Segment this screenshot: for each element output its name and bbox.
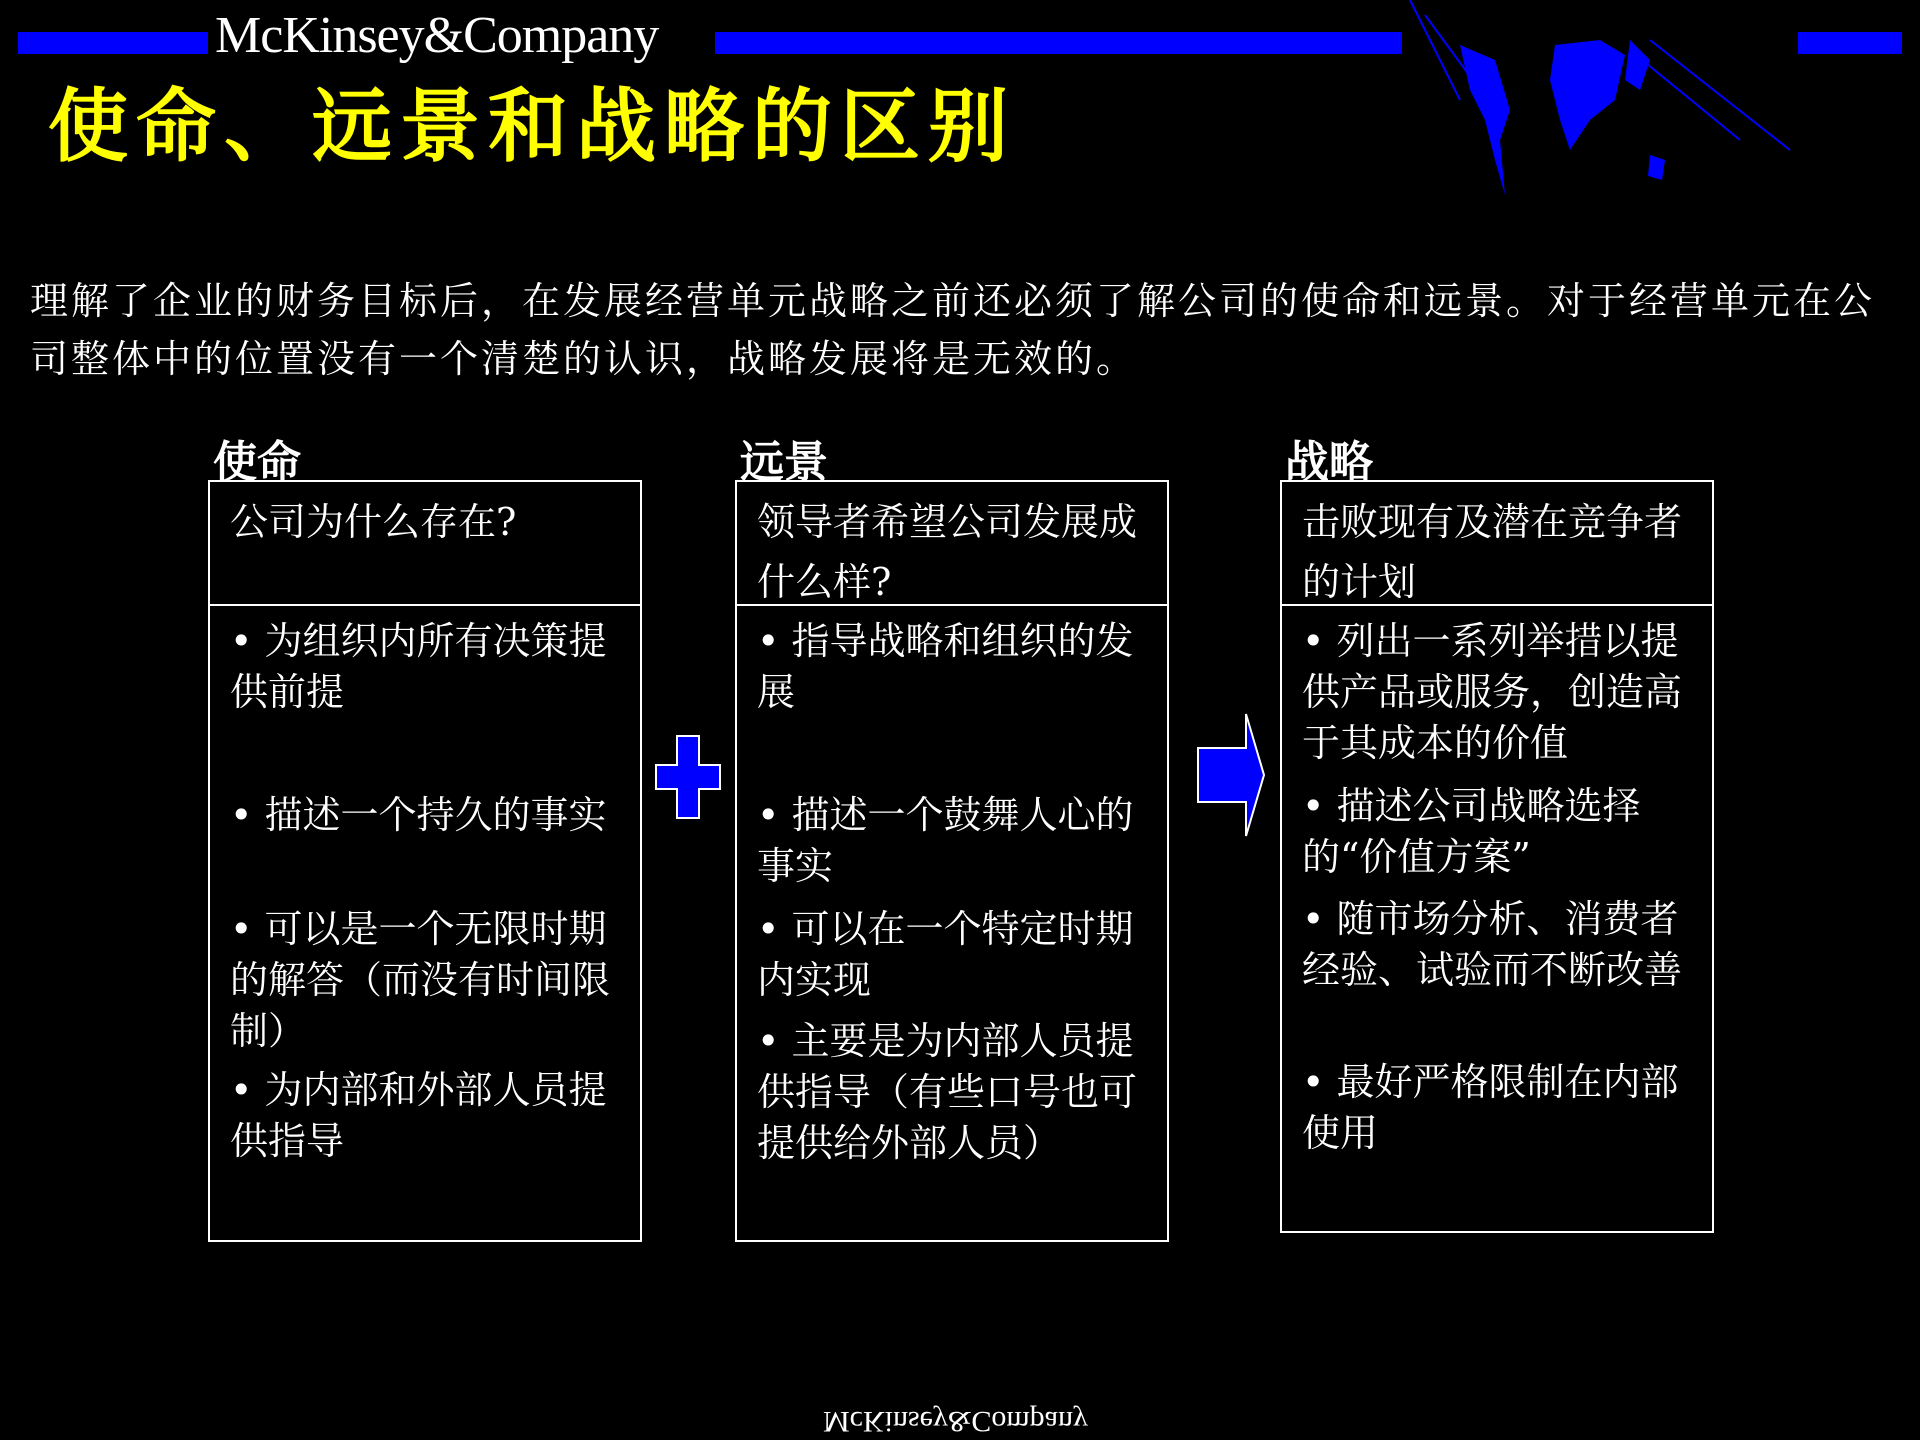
- list-item: • 描述一个持久的事实: [230, 793, 607, 837]
- strategy-box: [1280, 480, 1714, 1233]
- mission-box: [208, 480, 642, 1242]
- list-item: • 指导战略和组织的发展: [757, 619, 1134, 714]
- world-map-icon: [1400, 0, 1820, 210]
- footer-logo: McKinsey&Company: [823, 1405, 1088, 1438]
- arrow-right-icon: [1196, 712, 1266, 838]
- heading-vision: 远景: [740, 437, 828, 488]
- mission-question: 公司为什么存在?: [210, 482, 640, 606]
- strategy-question: 击败现有及潜在竞争者的计划: [1282, 482, 1712, 606]
- vision-box: [735, 480, 1169, 1242]
- list-item: • 为组织内所有决策提供前提: [230, 619, 607, 714]
- list-item: • 可以在一个特定时期内实现: [757, 907, 1134, 1002]
- intro-paragraph: 理解了企业的财务目标后，在发展经营单元战略之前还必须了解公司的使命和远景。对于经营单元在公司整体中的位置没有一个清楚的认识，战略发展将是无效的。: [30, 279, 1876, 381]
- list-item: • 可以是一个无限时期的解答（而没有时间限制）: [230, 907, 611, 1053]
- list-item: • 描述一个鼓舞人心的事实: [757, 793, 1134, 888]
- mckinsey-logo: McKinsey&Company: [215, 7, 659, 64]
- list-item: • 随市场分析、消费者经验、试验而不断改善: [1302, 897, 1683, 992]
- page-title: 使命、远景和战略的区别: [48, 80, 1016, 173]
- list-item: • 为内部和外部人员提供指导: [230, 1068, 607, 1163]
- header-bar-left: [18, 32, 208, 54]
- plus-icon: [655, 735, 721, 819]
- heading-strategy: 战略: [1285, 437, 1373, 488]
- list-item: • 最好严格限制在内部使用: [1302, 1060, 1679, 1155]
- heading-mission: 使命: [213, 437, 301, 488]
- list-item: • 列出一系列举措以提供产品或服务，创造高于其成本的价值: [1302, 619, 1683, 765]
- list-item: • 主要是为内部人员提供指导（有些口号也可提供给外部人员）: [757, 1019, 1138, 1165]
- vision-question: 领导者希望公司发展成什么样?: [737, 482, 1167, 606]
- header-bar-middle: [715, 32, 1402, 54]
- list-item: • 描述公司战略选择的“价值方案”: [1302, 784, 1641, 879]
